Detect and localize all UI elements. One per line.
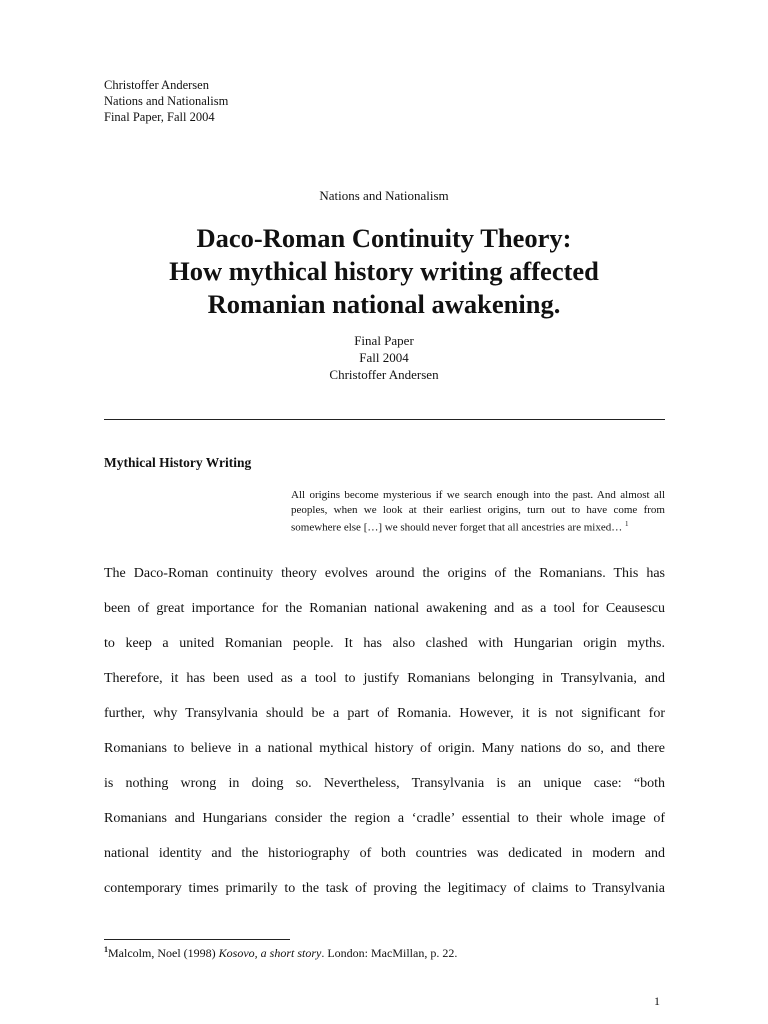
body-line: further, why Transylvania should be a part of Romania. However, it is not significant for	[104, 706, 665, 721]
title-line-1: Daco-Roman Continuity Theory:	[196, 223, 572, 253]
body-paragraph	[104, 564, 665, 914]
footnote-book-title: Kosovo, a short story	[218, 946, 322, 960]
epigraph-footnote-ref: 1	[624, 520, 629, 528]
epigraph-text: All origins become mysterious if we search enough into the past. And almost all peoples, when we look at their earliest origins, turn out to have come from somewhere else […] we should never forget that all ancestries are mixed…	[291, 489, 665, 534]
footnote-text-before: Malcolm, Noel (1998)	[108, 946, 219, 960]
footnote-text-after: . London: MacMillan, p. 22.	[321, 946, 458, 960]
paper-info	[0, 332, 768, 383]
body-line: is nothing wrong in doing so. Nevertheless, Transylvania is an unique case: “both	[104, 776, 665, 791]
epigraph-quote	[291, 488, 665, 535]
info-line-1: Final Paper	[354, 333, 414, 348]
body-line: The Daco-Roman continuity theory evolves around the origins of the Romanians. This has	[104, 566, 665, 581]
info-line-2: Fall 2004	[359, 350, 409, 365]
page-number: 1	[654, 994, 660, 1008]
footnote-divider	[104, 939, 290, 940]
course-line: Nations and Nationalism	[319, 188, 449, 203]
course-name: Nations and Nationalism	[104, 94, 229, 108]
body-line: Romanians and Hungarians consider the region a ‘cradle’ essential to their whole image of	[104, 811, 665, 826]
info-line-3: Christoffer Andersen	[329, 367, 439, 382]
title-line-3: Romanian national awakening.	[207, 289, 561, 319]
body-line: contemporary times primarily to the task of proving the legitimacy of claims to Transylvania	[104, 881, 665, 896]
author-name: Christoffer Andersen	[104, 78, 209, 92]
body-line: been of great importance for the Romanian national awakening and as a tool for Ceausescu	[104, 601, 665, 616]
paper-title	[0, 222, 768, 321]
body-line: national identity and the historiography of both countries was dedicated in modern and	[104, 846, 665, 861]
body-line: to keep a united Romanian people. It has also clashed with Hungarian origin myths.	[104, 636, 665, 651]
author-header	[104, 77, 228, 125]
body-line: Therefore, it has been used as a tool to justify Romanians belonging in Transylvania, and	[104, 671, 665, 686]
footnote	[104, 945, 457, 961]
title-divider	[104, 419, 665, 420]
body-line: Romanians to believe in a national mythical history of origin. Many nations do so, and there	[104, 741, 665, 756]
section-heading: Mythical History Writing	[104, 455, 252, 470]
footnote-number: 1	[104, 945, 108, 954]
paper-term: Final Paper, Fall 2004	[104, 110, 215, 124]
title-line-2: How mythical history writing affected	[169, 256, 599, 286]
